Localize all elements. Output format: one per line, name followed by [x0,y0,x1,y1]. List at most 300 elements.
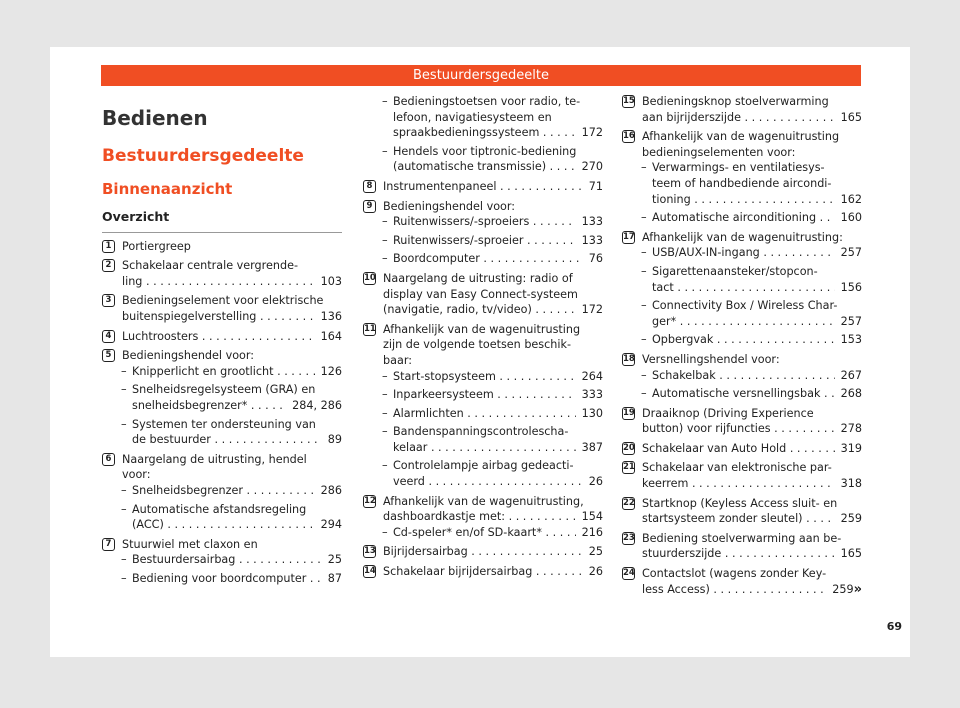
legend-text: Inparkeersysteem [393,388,494,402]
legend-text-line: Systemen ter ondersteuning van [132,417,316,431]
dash-bullet: – [121,364,127,378]
legend-text-line [393,406,576,422]
legend-text: veerd [393,475,425,489]
legend-text: (automatische transmissie) [393,160,547,174]
legend-subitem [622,332,862,348]
legend-text: Bediening voor boordcomputer [132,571,307,585]
overview-heading: Overzicht [102,209,342,233]
legend-item [622,441,862,457]
legend-item [622,566,862,597]
subsection-title: Binnenaanzicht [102,180,233,198]
legend-item [363,199,603,267]
callout-number-badge: 23 [623,532,635,543]
legend-list-right [622,94,862,597]
legend-text: dashboardkastje met: [383,510,506,524]
column-right [622,94,862,601]
legend-item [363,94,603,175]
chapter-title: Bedienen [102,106,208,130]
dash-bullet: – [641,387,647,401]
page-reference: 216 [581,525,603,539]
dash-bullet: – [382,388,388,402]
legend-subitem [102,382,342,413]
legend-text: Bijrijdersairbag [383,545,468,559]
dot-leader [247,399,286,412]
callout-number-badge: 14 [364,566,376,577]
legend-text: Cd-speler* en/of SD-kaart* [393,525,542,539]
page-reference: 268 [840,387,862,401]
legend-text: de bestuurder [132,433,211,447]
legend-text: Boordcomputer [393,252,480,266]
legend-text-line [642,441,835,457]
legend-text-row [383,544,603,560]
dot-leader [523,234,575,247]
legend-text-line [652,210,835,226]
legend-text-line [393,440,576,456]
column-middle [363,94,603,584]
legend-text: Schakelaar bijrijdersairbag [383,565,533,579]
legend-text: Knipperlicht en grootlicht [132,364,274,378]
section-header-title: Bestuurdersgedeelte [413,68,549,83]
callout-number-badge: 24 [623,568,635,579]
legend-item [102,239,342,255]
legend-subitem [363,94,603,141]
callout-number-badge: 17 [623,231,635,242]
legend-text-row [393,214,603,230]
page-reference: 25 [588,545,603,559]
callout-number-badge: 10 [364,272,376,283]
dash-bullet: – [641,333,647,347]
page-reference: 259 [832,582,854,596]
callout-number-badge: 19 [623,407,635,418]
legend-text-row [393,440,603,456]
legend-text-row [393,369,603,385]
legend-subitem [622,368,862,384]
legend-item-text [122,258,342,289]
legend-text-line [642,476,835,492]
section-header-bar [101,65,861,86]
page-reference: 257 [840,246,862,260]
page-reference: 259 [840,512,862,526]
legend-text-row [393,125,603,141]
legend-text-line: Sigarettenaansteker/stopcon- [652,264,818,278]
dot-leader [198,330,314,343]
legend-text-line [393,251,583,267]
legend-text-row [652,280,862,296]
legend-item-text [122,329,342,345]
dash-bullet: – [382,459,388,473]
dash-bullet: – [121,553,127,567]
legend-text: Bestuurdersairbag [132,553,236,567]
page-reference: 333 [581,388,603,402]
dot-leader [480,252,583,265]
legend-text: spraakbedieningssysteem [393,126,540,140]
legend-text: keerrem [642,477,689,491]
legend-text-row [393,387,603,403]
legend-text-line [393,474,583,490]
dot-leader [741,111,835,124]
legend-text-line: Contactslot (wagens zonder Key- [642,567,827,581]
page-reference: 319 [840,441,862,455]
legend-text-line [132,364,315,380]
legend-text-line [652,314,835,330]
legend-text-row [393,233,603,249]
legend-subitem [622,298,862,329]
page-reference: 164 [320,329,342,343]
callout-number-badge: 13 [364,546,376,557]
legend-text-line [652,280,835,296]
page-reference: 133 [581,233,603,247]
legend-text: startsysteem zonder sleutel) [642,512,803,526]
dot-leader [427,441,575,454]
legend-text-row [642,110,862,126]
page-reference: 264 [581,369,603,383]
dot-leader [142,275,314,288]
legend-text: Snelheidsbegrenzer [132,483,243,497]
legend-text-row [393,406,603,422]
legend-text-row [132,432,342,448]
legend-subitem [363,144,603,175]
legend-text-row [642,421,862,437]
legend-item-text [642,230,862,246]
legend-text-line: Stuurwiel met claxon en [122,537,258,551]
callout-number-badge: 6 [102,453,115,466]
legend-text-line: Draaiknop (Driving Experience [642,406,814,420]
dot-leader [760,246,835,259]
dot-leader [786,442,834,455]
legend-item [622,406,862,437]
dash-bullet: – [382,95,388,108]
legend-text-row [383,179,603,195]
legend-subitem [102,417,342,448]
legend-item-text [122,239,342,255]
legend-subitem [102,552,342,568]
legend-list-left [102,239,342,587]
legend-text-line: bedieningselementen voor: [642,145,796,159]
legend-text-line: Connectivity Box / Wireless Char- [652,299,838,313]
legend-text-line: Schakelaar van elektronische par- [642,461,832,475]
dot-leader [211,433,322,446]
legend-item-text [642,94,862,125]
dot-leader [716,369,835,382]
legend-text: kelaar [393,440,428,454]
legend-text-row [132,571,342,587]
legend-item-text [642,460,862,491]
callout-number-badge: 15 [623,96,635,106]
legend-text: Opbergvak [652,333,714,347]
legend-subitem [622,210,862,226]
dot-leader [494,388,576,401]
legend-subitem [363,387,603,403]
page-reference: 267 [840,368,862,382]
legend-item [363,271,603,318]
dash-bullet: – [121,571,127,585]
dash-bullet: – [641,264,647,278]
legend-item-text [122,293,342,324]
legend-item [622,129,862,226]
page-reference: 87 [327,571,342,585]
legend-text-line [122,274,315,290]
legend-text: stuurderszijde [642,547,722,561]
dot-leader [539,126,575,139]
dot-leader [532,565,582,578]
legend-text-row [642,476,862,492]
legend-item [363,494,603,541]
legend-text-row [132,398,342,414]
legend-item [363,322,603,490]
page-reference: 165 [840,547,862,561]
legend-text-row [393,251,603,267]
legend-text-row [132,552,342,568]
legend-text-row [652,192,862,208]
page-reference: 154 [581,510,603,524]
legend-text-row [652,386,862,402]
dot-leader [713,333,834,346]
legend-item-text [383,199,603,215]
page-reference: 126 [320,364,342,378]
manual-page [50,47,910,657]
legend-item-text [642,566,862,597]
legend-text-line [393,233,576,249]
legend-text: (navigatie, radio, tv/video) [383,303,532,317]
page-reference: 160 [840,211,862,225]
dash-bullet: – [641,246,647,260]
legend-text: snelheidsbegrenzer* [132,398,248,412]
legend-text: Instrumentenpaneel [383,179,497,193]
legend-text-row [122,329,342,345]
legend-text-line [393,159,576,175]
dot-leader [464,407,576,420]
legend-text-line [383,564,583,580]
legend-item [102,329,342,345]
legend-text-line [642,110,835,126]
dot-leader [820,387,834,400]
legend-text: aan bijrijderszijde [642,110,741,124]
legend-text-line: Afhankelijk van de wagenuitrusting: [642,230,843,244]
legend-text-line [652,192,835,208]
legend-text-line: display van Easy Connect-systeem [383,287,578,301]
dot-leader [542,526,576,539]
legend-item-text [642,531,862,562]
callout-number-badge: 22 [623,497,635,508]
dash-bullet: – [382,525,388,539]
legend-text-line [652,368,835,384]
legend-text-line [393,525,576,541]
dot-leader [425,475,583,488]
callout-number-badge: 21 [623,462,635,473]
legend-text: Ruitenwissers/-sproeier [393,233,524,247]
dash-bullet: – [121,417,127,431]
dot-leader [164,518,315,531]
legend-text-line: Controlelampje airbag gedeacti- [393,459,574,473]
legend-text-row [383,564,603,580]
legend-list-middle [363,94,603,580]
dot-leader [496,180,582,193]
page-reference: 387 [581,440,603,454]
legend-text-line [122,329,315,345]
legend-text-line: Afhankelijk van de wagenuitrusting [642,130,840,144]
callout-number-badge: 8 [363,180,376,193]
page-reference: 165 [840,110,862,124]
dot-leader [529,215,575,228]
dot-leader [256,310,314,323]
dash-bullet: – [382,369,388,383]
legend-subitem [622,245,862,261]
legend-text-line: Portiergreep [122,239,191,253]
legend-item [102,293,342,324]
legend-text-row [122,309,342,325]
legend-text-line [383,509,576,525]
legend-text-row [652,314,862,330]
legend-text-row [393,525,603,541]
legend-item [102,452,342,533]
legend-item-text [642,129,862,160]
dot-leader [306,572,321,585]
column-left [102,105,342,590]
legend-item-text [642,352,862,368]
legend-text-line: baar: [383,353,412,367]
legend-text-line [642,511,835,527]
dash-bullet: – [382,215,388,229]
dot-leader [468,545,583,558]
legend-text-line [652,386,835,402]
callout-number-badge: 11 [364,323,376,334]
legend-text: tioning [652,192,691,206]
legend-text-line [393,125,576,141]
legend-text: Schakelbak [652,368,716,382]
legend-text-row [132,483,342,499]
dot-leader [243,484,315,497]
legend-item [622,230,862,348]
legend-text: button) voor rijfuncties [642,422,771,436]
dot-leader [803,512,835,525]
page-reference: 318 [840,477,862,491]
legend-text-line [642,582,826,598]
page-reference: 71 [588,179,603,193]
callout-number-badge: 18 [623,353,635,364]
legend-text-line: Bedieningselement voor elektrische [122,294,324,308]
legend-text-line [393,387,576,403]
continued-marker: » [853,581,862,597]
legend-subitem [363,424,603,455]
dot-leader [721,547,834,560]
legend-text: tact [652,280,674,294]
callout-number-badge: 3 [102,294,115,307]
legend-text-line [652,332,835,348]
legend-subitem [363,233,603,249]
legend-text: (ACC) [132,518,164,532]
legend-text-line: Bedieningshendel voor: [383,199,516,213]
dot-leader [691,193,835,206]
legend-item [363,544,603,560]
dot-leader [676,315,834,328]
legend-text: ger* [652,314,677,328]
dash-bullet: – [641,161,647,175]
dot-leader [274,365,315,378]
page-reference: 26 [588,565,603,579]
section-title: Bestuurdersgedeelte [102,146,304,166]
legend-subitem [102,483,342,499]
legend-text-row [393,159,603,175]
legend-text-row [132,364,342,380]
page-reference: 162 [840,192,862,206]
legend-text: less Access) [642,582,710,596]
legend-text-line [383,302,576,318]
legend-text-row [122,274,342,290]
legend-text-row [642,546,862,562]
legend-text-line: Afhankelijk van de wagenuitrusting, [383,494,584,508]
legend-text-line [642,421,835,437]
page-reference: 270 [581,160,603,174]
legend-item [622,531,862,562]
legend-text-line [132,571,322,587]
legend-text-line [132,483,315,499]
dot-leader [771,422,835,435]
dash-bullet: – [121,483,127,497]
legend-text-line: Bandenspanningscontrolescha- [393,425,569,439]
dash-bullet: – [382,406,388,420]
legend-text-line: voor: [122,468,151,482]
legend-text-line [132,398,286,414]
page-reference: 136 [320,309,342,323]
page-reference: 153 [840,333,862,347]
legend-text: Automatische versnellingsbak [652,387,821,401]
dash-bullet: – [382,425,388,439]
legend-item-text [642,406,862,437]
legend-text-row [652,210,862,226]
dot-leader [688,477,834,490]
legend-text-line [652,245,835,261]
callout-number-badge: 12 [364,495,376,506]
legend-item-text [383,271,603,318]
page-reference: 76 [588,252,603,266]
legend-text-line: Verwarmings- en ventilatiesys- [652,161,825,175]
dash-bullet: – [382,144,388,158]
callout-number-badge: 1 [102,240,115,253]
legend-text-line: Afhankelijk van de wagenuitrusting [383,322,581,336]
callout-number-badge: 4 [102,330,115,343]
dot-leader [235,553,321,566]
legend-item [363,564,603,580]
legend-text-line: Hendels voor tiptronic-bediening [393,144,577,158]
legend-subitem [363,214,603,230]
legend-subitem [622,264,862,295]
page-reference: 284, 286 [292,398,342,412]
legend-item [622,496,862,527]
legend-text-line: Startknop (Keyless Access sluit- en [642,496,838,510]
dot-leader [532,303,576,316]
legend-text: Ruitenwissers/-sproeiers [393,215,530,229]
legend-text-line: Naargelang de uitrusting, hendel [122,452,307,466]
legend-item-text [383,564,603,580]
legend-text-line: Bediening stoelverwarming aan be- [642,531,842,545]
page-reference: 172 [581,126,603,140]
legend-text-row [393,474,603,490]
dash-bullet: – [641,299,647,313]
legend-item [622,352,862,402]
legend-text: Luchtroosters [122,329,199,343]
legend-text-line: teem of handbediende aircondi- [652,176,832,190]
legend-text-line: zijn de volgende toetsen beschik- [383,338,572,352]
legend-text-line [132,517,315,533]
legend-text-line: Schakelaar centrale vergrende- [122,259,299,273]
legend-text-row [642,511,862,527]
legend-item [102,258,342,289]
legend-text-row [652,332,862,348]
legend-item-text [383,179,603,195]
callout-number-badge: 2 [102,259,115,272]
legend-subitem [363,406,603,422]
legend-text-row [642,441,862,457]
